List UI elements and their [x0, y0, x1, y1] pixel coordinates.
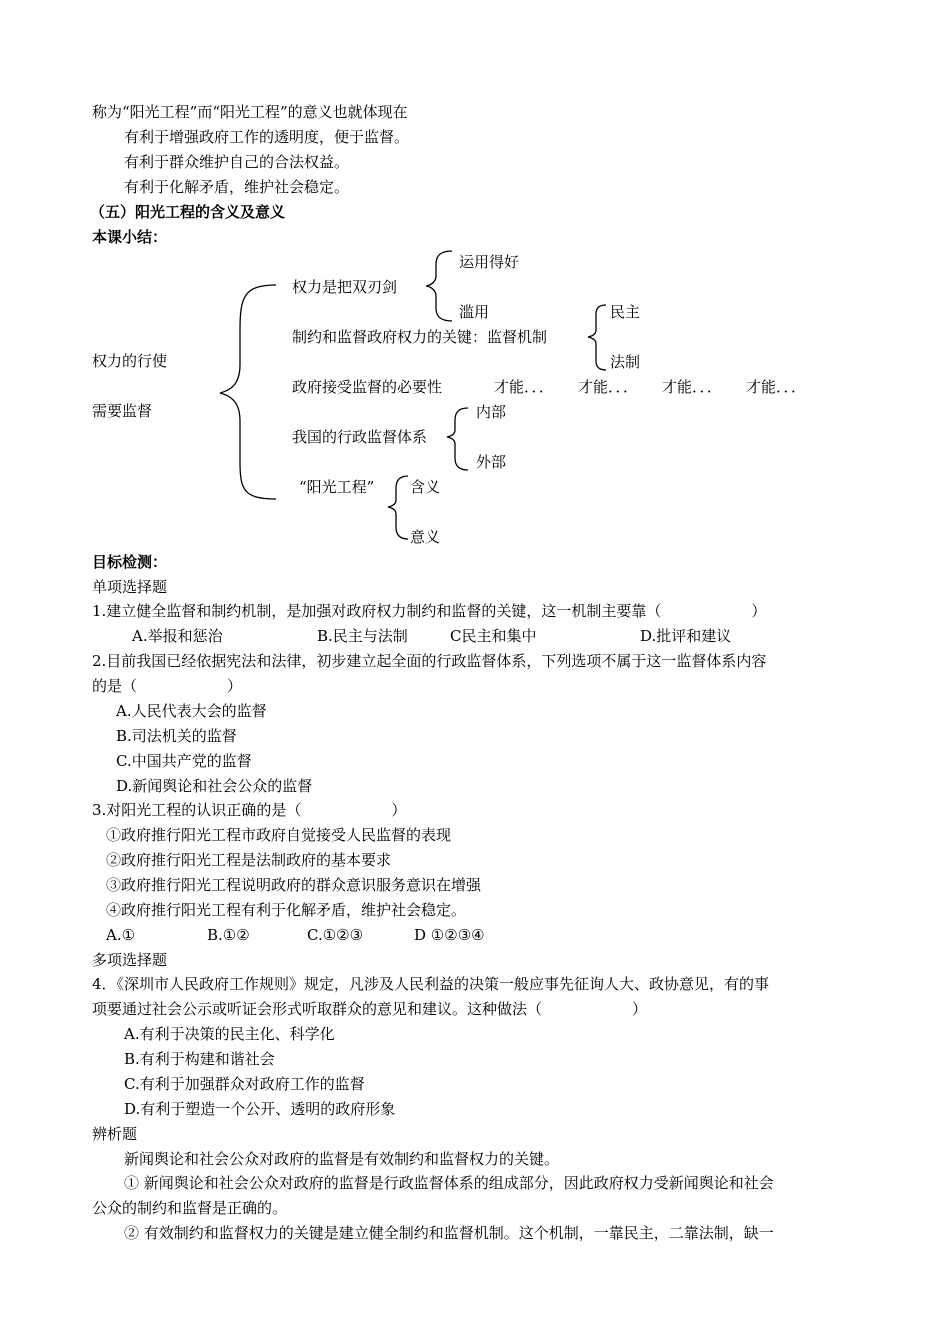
intro-point-3: 有利于化解矛盾，维护社会稳定。 — [124, 178, 350, 196]
section-title: （五）阳光工程的含义及意义 — [90, 203, 286, 221]
summary-b5-sub-1: 含义 — [410, 478, 441, 496]
single-choice-title: 单项选择题 — [92, 578, 168, 596]
q2-option-b: B.司法机关的监督 — [116, 727, 237, 745]
summary-b1-label: 权力是把双刃剑 — [292, 278, 398, 296]
summary-b3-item-2: 才能．．． — [578, 378, 639, 396]
summary-b4-sub-1: 内部 — [476, 403, 507, 421]
summary-root-1: 权力的行使 — [92, 352, 168, 370]
intro-point-2: 有利于群众维护自己的合法权益。 — [124, 153, 350, 171]
q4-option-b: B.有利于构建和谐社会 — [124, 1050, 275, 1068]
summary-b2-sub-1: 民主 — [610, 303, 641, 321]
q3-statement-3: ③政府推行阳光工程说明政府的群众意识服务意识在增强 — [106, 876, 482, 894]
analysis-title: 辨析题 — [92, 1125, 138, 1143]
summary-b3-label: 政府接受监督的必要性 — [292, 378, 443, 396]
q1-option-a: A.举报和惩治 — [132, 627, 223, 645]
q2-option-c: C.中国共产党的监督 — [116, 752, 252, 770]
summary-b1-sub-2: 滥用 — [459, 303, 490, 321]
summary-b5-sub-2: 意义 — [410, 528, 441, 546]
q4-option-a: A.有利于决策的民主化、科学化 — [124, 1025, 335, 1043]
q2-option-a: A.人民代表大会的监督 — [116, 702, 267, 720]
multi-choice-title: 多项选择题 — [92, 951, 168, 969]
analysis-point-1-line-1: ① 新闻舆论和社会公众对政府的监督是行政监督体系的组成部分，因此政府权力受新闻舆论和社会 — [124, 1174, 774, 1192]
brace-mechanism — [588, 305, 606, 370]
q2-stem-2: 的是（ ） — [92, 677, 243, 695]
summary-b2-sub-2: 法制 — [610, 353, 641, 371]
q3-option-d: D ①②③④ — [414, 926, 485, 944]
q3-statement-1: ①政府推行阳光工程市政府自觉接受人民监督的表现 — [106, 826, 452, 844]
intro-point-1: 有利于增强政府工作的透明度，便于监督。 — [124, 128, 410, 146]
summary-b1-sub-1: 运用得好 — [459, 253, 520, 271]
q4-stem-2: 项要通过社会公示或听证会形式听取群众的意见和建议。这种做法（ ） — [92, 1000, 648, 1018]
q3-stem: 3.对阳光工程的认识正确的是（ ） — [92, 801, 407, 819]
q4-option-d: D.有利于塑造一个公开、透明的政府形象 — [124, 1100, 396, 1118]
summary-b3-item-3: 才能．．． — [662, 378, 723, 396]
q1-option-d: D.批评和建议 — [640, 627, 732, 645]
q3-option-b: B.①② — [207, 926, 250, 944]
summary-b4-label: 我国的行政监督体系 — [292, 428, 428, 446]
summary-b3-item-4: 才能．．． — [746, 378, 807, 396]
q3-option-a: A.① — [106, 926, 136, 944]
summary-b4-sub-2: 外部 — [476, 453, 507, 471]
analysis-point-2-line-1: ② 有效制约和监督权力的关键是建立健全制约和监督机制。这个机制，一靠民主，二靠法制，缺一 — [124, 1224, 774, 1242]
analysis-point-1-line-2: 公众的制约和监督是正确的。 — [92, 1199, 288, 1217]
brace-double-edge — [426, 251, 452, 321]
brace-system — [447, 408, 468, 470]
q1-option-b: B.民主与法制 — [317, 627, 408, 645]
q3-statement-4: ④政府推行阳光工程有利于化解矛盾，维护社会稳定。 — [106, 901, 467, 919]
analysis-statement: 新闻舆论和社会公众对政府的监督是有效制约和监督权力的关键。 — [124, 1150, 560, 1168]
brace-sunshine — [388, 476, 408, 539]
q4-stem-1: 4．《深圳市人民政府工作规则》规定，凡涉及人民利益的决策一般应事先征询人大、政协意见，有的事 — [92, 975, 770, 993]
q2-stem-1: 2.目前我国已经依据宪法和法律，初步建立起全面的行政监督体系，下列选项不属于这一监督体系内容 — [92, 652, 767, 670]
summary-b2-label: 制约和监督政府权力的关键：监督机制 — [292, 328, 548, 346]
q3-statement-2: ②政府推行阳光工程是法制政府的基本要求 — [106, 851, 392, 869]
test-heading: 目标检测： — [92, 553, 168, 571]
q1-option-c: C民主和集中 — [450, 627, 537, 645]
q3-option-c: C.①②③ — [307, 926, 364, 944]
q1-stem: 1.建立健全监督和制约机制，是加强对政府权力制约和监督的关键，这一机制主要靠（ ） — [92, 602, 767, 620]
intro-line: 称为“阳光工程”而“阳光工程”的意义也就体现在 — [92, 103, 408, 121]
summary-b5-label: “阳光工程” — [299, 478, 375, 496]
q4-option-c: C.有利于加强群众对政府工作的监督 — [124, 1075, 365, 1093]
main-brace — [220, 285, 276, 499]
summary-root-2: 需要监督 — [92, 402, 153, 420]
summary-b3-item-1: 才能．．． — [494, 378, 555, 396]
summary-braces — [0, 0, 950, 560]
summary-heading: 本课小结： — [92, 228, 168, 246]
q2-option-d: D.新闻舆论和社会公众的监督 — [116, 777, 313, 795]
